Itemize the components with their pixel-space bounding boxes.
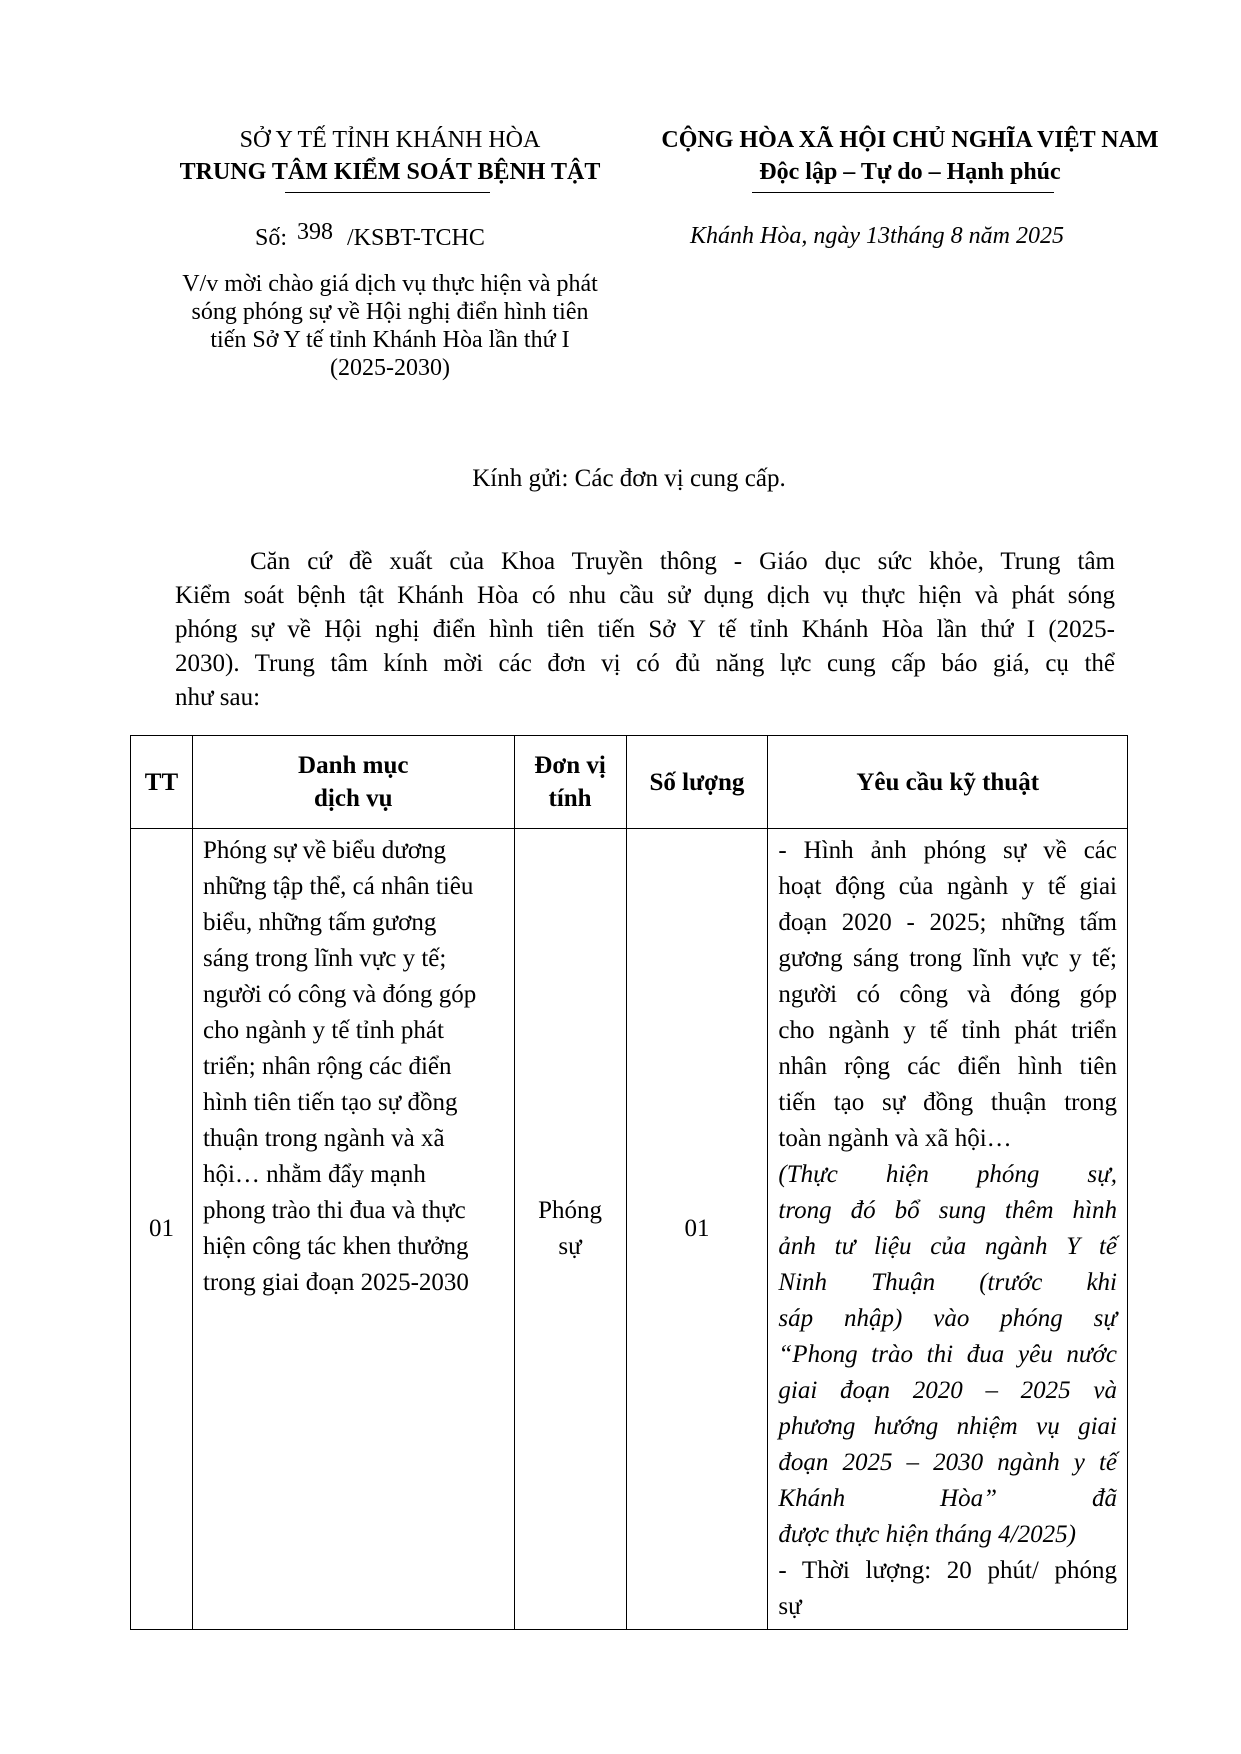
intro-line: như sau: — [175, 684, 261, 711]
req-line: đoạn 2020 - 2025; những tấm — [778, 909, 1117, 936]
intro-line: 2030). Trung tâm kính mời các đơn vị có đủ năng lực cung cấp báo giá, cụ thể — [175, 650, 1115, 677]
cell-requirements — [768, 829, 1128, 1630]
unit-line: Phóng — [538, 1197, 602, 1224]
subject-line: (2025-2030) — [330, 355, 450, 381]
unit-line: sự — [558, 1233, 582, 1260]
req-italic-line: sáp nhập) vào phóng sự — [778, 1305, 1117, 1332]
service-line: thuận trong ngành và xã — [202, 1125, 445, 1152]
subject — [130, 270, 650, 382]
header-requirements: Yêu cầu kỹ thuật — [768, 736, 1128, 829]
service-line: cho ngành y tế tỉnh phát — [202, 1017, 444, 1044]
header-service-line: dịch vụ — [314, 785, 393, 812]
cell-service — [192, 829, 514, 1630]
service-line: trong giai đoạn 2025-2030 — [202, 1269, 469, 1296]
service-line: phong trào thi đua và thực — [202, 1197, 466, 1224]
req-italic-line: Khánh Hòa” đã — [778, 1485, 1117, 1512]
service-line: biểu, những tấm gương — [202, 909, 437, 936]
header-service-line: Danh mục — [298, 752, 409, 779]
service-line: người có công và đóng góp — [202, 981, 477, 1008]
service-line: những tập thể, cá nhân tiêu — [202, 873, 474, 900]
req-line: nhân rộng các điển hình tiên — [778, 1053, 1117, 1080]
req-line: cho ngành y tế tỉnh phát triển — [778, 1017, 1117, 1044]
intro-line: Kiểm soát bệnh tật Khánh Hòa có nhu cầu sử dụng dịch vụ thực hiện và phát sóng — [175, 582, 1115, 609]
req-line: gương sáng trong lĩnh vực y tế; — [778, 945, 1117, 972]
table-header-row — [131, 736, 1128, 829]
place-date: Khánh Hòa, ngày 13tháng 8 năm 2025 — [690, 223, 1064, 249]
document-number — [255, 219, 485, 254]
number-label: Số: — [255, 225, 288, 251]
service-line: sáng trong lĩnh vực y tế; — [202, 945, 447, 972]
header-unit — [514, 736, 626, 829]
req-italic-line: được thực hiện tháng 4/2025) — [778, 1521, 1076, 1548]
req-italic-line: đoạn 2025 – 2030 ngành y tế — [778, 1449, 1117, 1476]
agency-underline — [285, 192, 490, 193]
services-table — [130, 735, 1128, 1630]
req-line: người có công và đóng góp — [778, 981, 1117, 1008]
header-quantity: Số lượng — [626, 736, 768, 829]
req-italic-line: phương hướng nhiệm vụ giai — [778, 1413, 1117, 1440]
req-italic-line: Ninh Thuận (trước khi — [778, 1269, 1117, 1296]
header-service — [192, 736, 514, 829]
req-italic-line: “Phong trào thi đua yêu nước — [778, 1341, 1117, 1368]
req-line: - Hình ảnh phóng sự về các — [778, 837, 1117, 864]
req-italic-line: giai đoạn 2020 – 2025 và — [778, 1377, 1117, 1404]
service-line: Phóng sự về biểu dương — [202, 837, 447, 864]
agency-name: TRUNG TÂM KIỂM SOÁT BỆNH TẬT — [179, 159, 601, 185]
req-italic-line: trong đó bổ sung thêm hình — [778, 1197, 1117, 1224]
country-name: CỘNG HÒA XÃ HỘI CHỦ NGHĨA VIỆT NAM — [661, 127, 1159, 153]
motto-underline — [752, 192, 1054, 193]
service-line: hình tiên tiến tạo sự đồng — [202, 1089, 458, 1116]
header-unit-line: tính — [548, 785, 592, 812]
subject-line: V/v mời chào giá dịch vụ thực hiện và phát — [182, 271, 598, 297]
header-tt: TT — [131, 736, 193, 829]
number-suffix: /KSBT-TCHC — [347, 225, 485, 251]
req-italic-line: (Thực hiện phóng sự, — [778, 1161, 1117, 1188]
recipient: Kính gửi: Các đơn vị cung cấp. — [472, 465, 786, 492]
service-line: hội… nhằm đẩy mạnh — [202, 1161, 426, 1188]
service-line: hiện công tác khen thưởng — [202, 1233, 469, 1260]
intro-line: Căn cứ đề xuất của Khoa Truyền thông - Giáo dục sức khỏe, Trung tâm — [250, 548, 1115, 575]
header-unit-line: Đơn vị — [534, 752, 606, 779]
agency-parent: SỞ Y TẾ TỈNH KHÁNH HÒA — [239, 127, 541, 153]
req-line: - Thời lượng: 20 phút/ phóng — [778, 1557, 1117, 1584]
subject-line: sóng phóng sự về Hội nghị điển hình tiên — [191, 299, 589, 325]
number-value: 398 — [297, 219, 334, 245]
req-line: tiến tạo sự đồng thuận trong — [778, 1089, 1117, 1116]
req-italic-line: ảnh tư liệu của ngành Y tế — [778, 1233, 1117, 1260]
subject-line: tiến Sở Y tế tỉnh Khánh Hòa lần thứ I — [210, 327, 570, 353]
req-line: sự — [778, 1593, 802, 1620]
intro-line: phóng sự về Hội nghị điển hình tiên tiến Sở Y tế tỉnh Khánh Hòa lần thứ I (2025- — [175, 616, 1115, 643]
cell-unit — [514, 829, 626, 1630]
service-line: triển; nhân rộng các điển — [202, 1053, 452, 1080]
intro-paragraph — [175, 545, 1115, 715]
table-row — [131, 829, 1128, 1630]
req-line: hoạt động của ngành y tế giai — [778, 873, 1117, 900]
cell-tt: 01 — [131, 829, 193, 1630]
req-line: toàn ngành và xã hội… — [778, 1125, 1012, 1152]
motto: Độc lập – Tự do – Hạnh phúc — [759, 159, 1061, 185]
cell-quantity: 01 — [626, 829, 768, 1630]
